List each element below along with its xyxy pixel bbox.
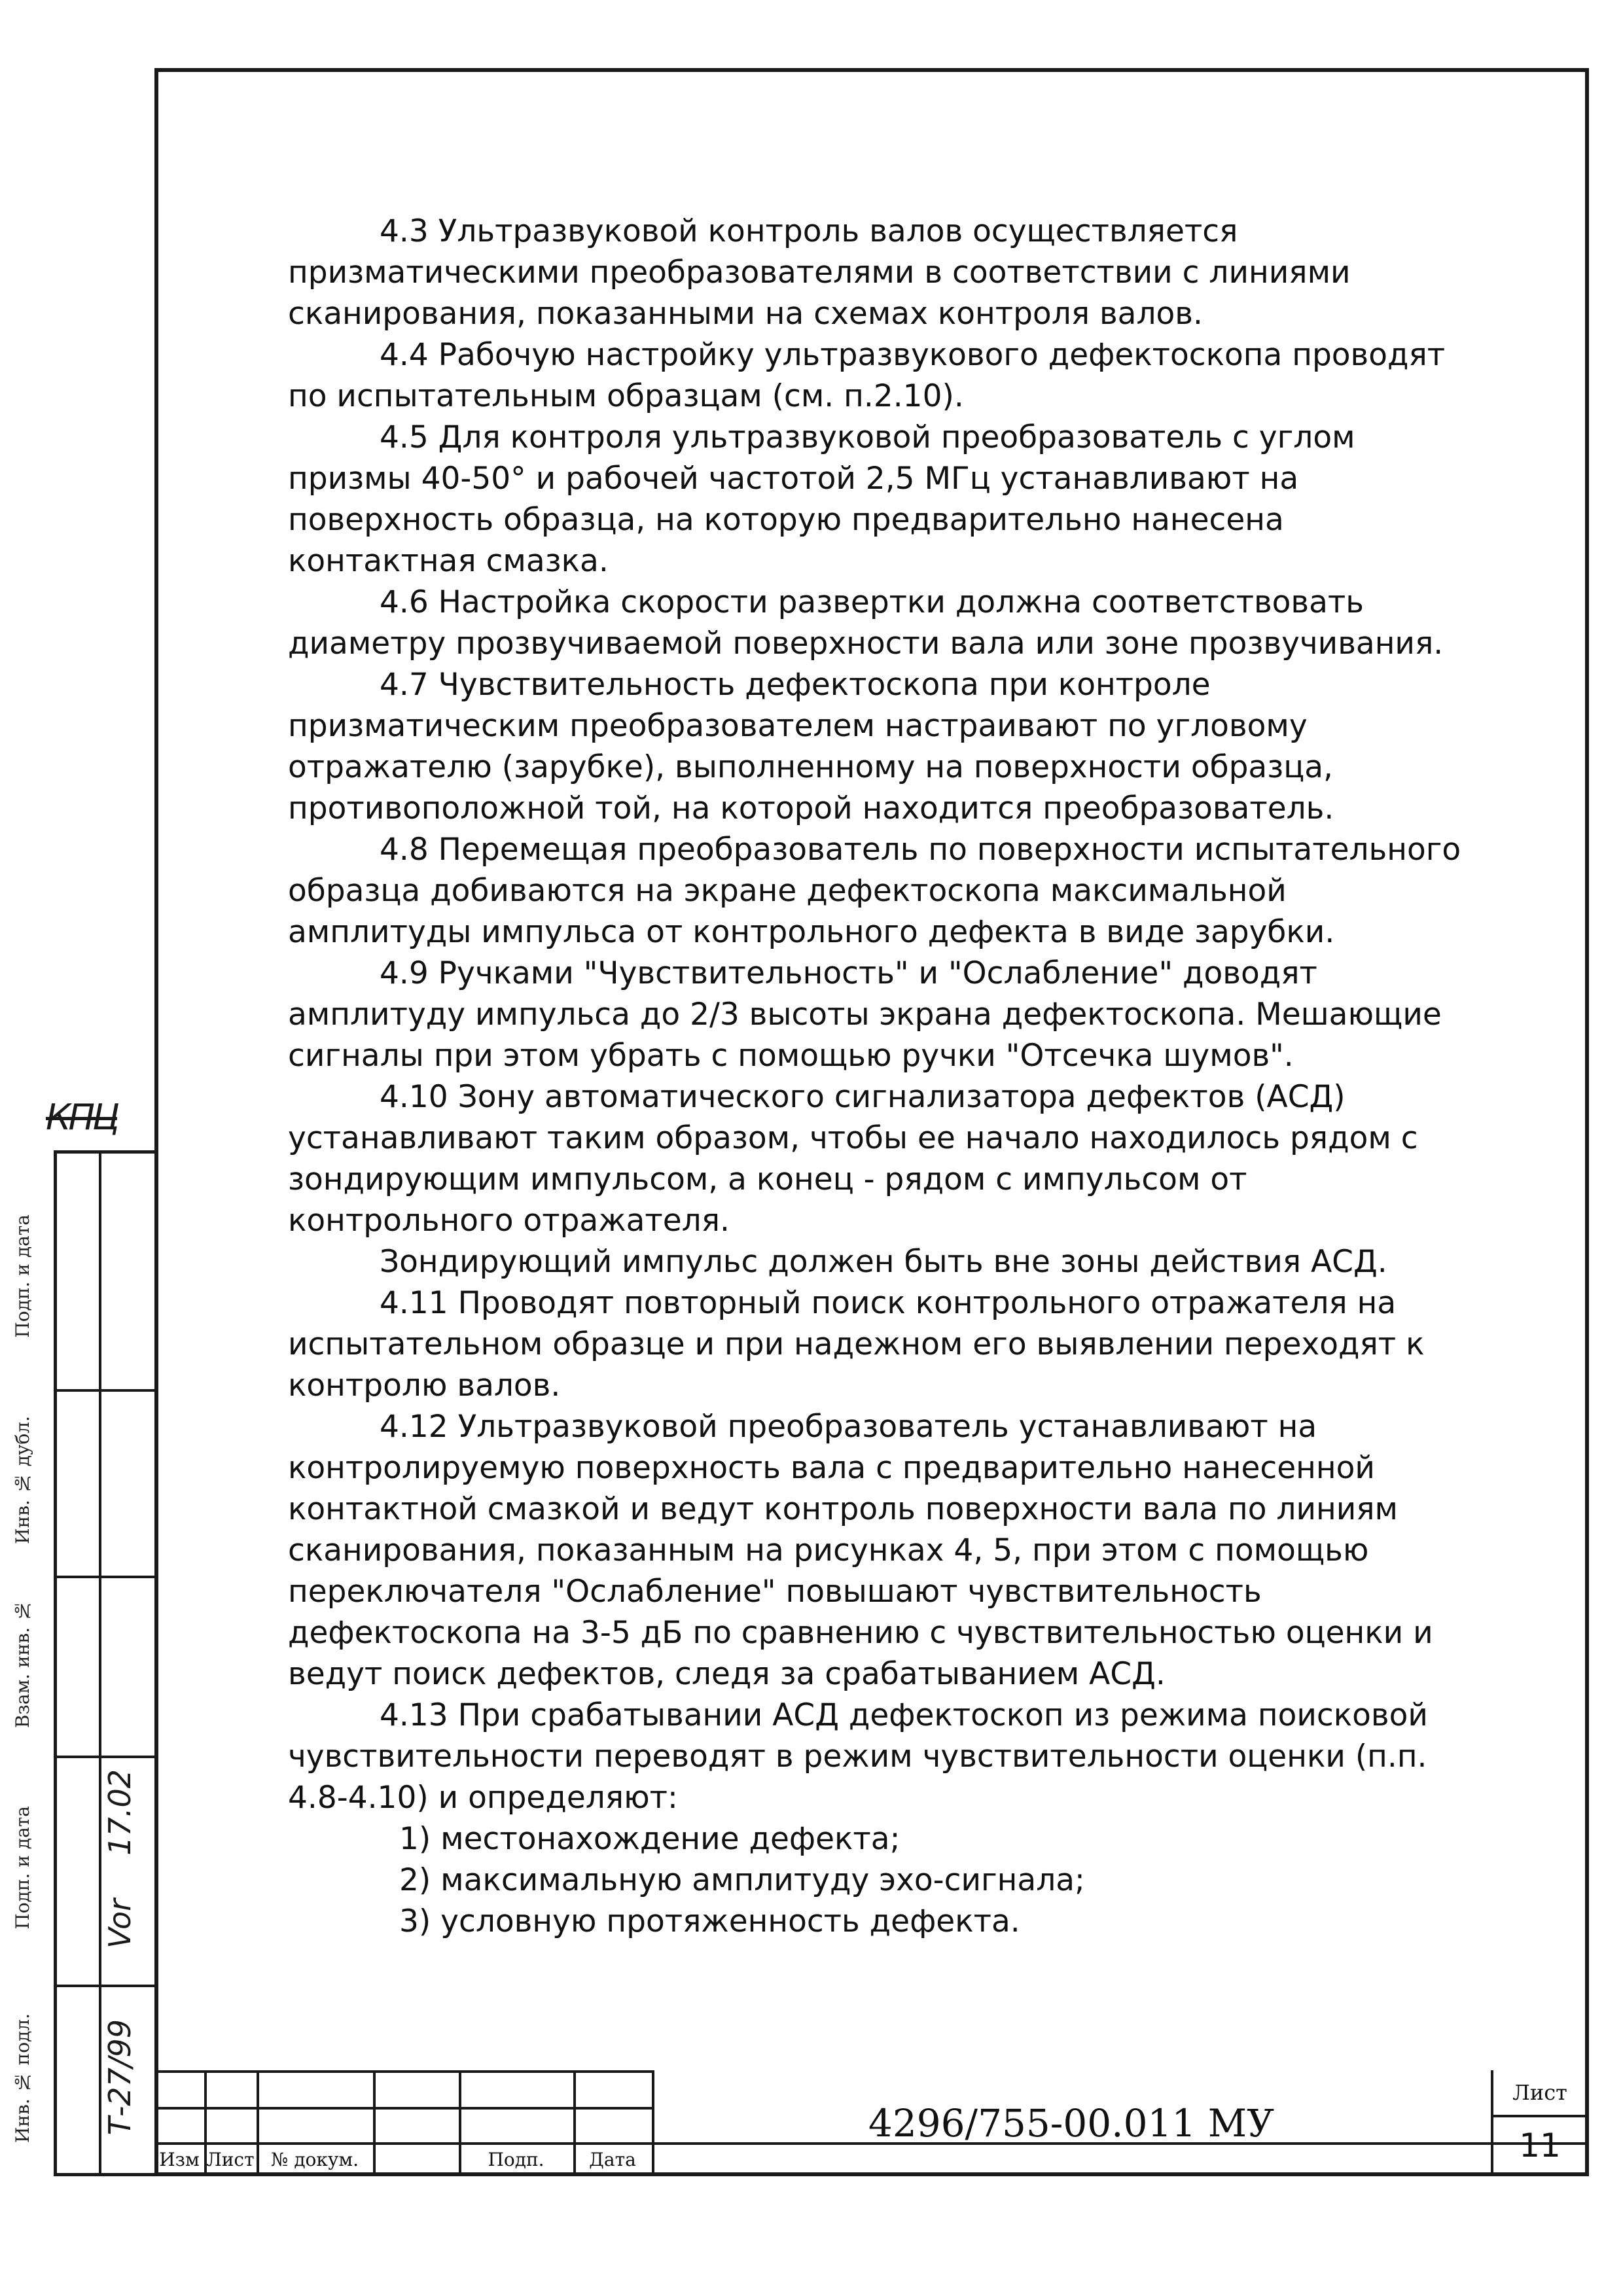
stamp-mark: КПЦ — [46, 1097, 117, 1138]
side-stamp-rule — [57, 1756, 158, 1758]
side-label-vzam-inv: Взам. инв. № — [11, 1599, 33, 1728]
col-list: Лист — [206, 2148, 255, 2170]
paragraph: 4.10 Зону автоматического сигнализатора дефектов (АСД) устанавливают таким образом, чтобы ее начало находилось рядом с зондирующим импульсом, а конец - рядом с импульсом от контрольного отражателя. — [288, 1079, 1418, 1239]
document-designation: 4296/755-00.011 МУ — [868, 2101, 1275, 2146]
paragraph: Зондирующий импульс должен быть вне зоны действия АСД. — [380, 1244, 1387, 1280]
title-block-rule — [154, 2070, 652, 2073]
col-podp: Подп. — [488, 2148, 544, 2170]
col-izm: Изм — [159, 2148, 200, 2170]
handwritten-signature: Vor — [102, 1899, 137, 1949]
sheet-number: 11 — [1519, 2127, 1561, 2164]
paragraph: 4.7 Чувствительность дефектоскопа при контроле призматическим преобразователем настраивают по угловому отражателю (зарубке), выполненному на поверхности образца, противоположной той, на которой находится преобразователь. — [288, 667, 1334, 826]
paragraph: 4.5 Для контроля ультразвуковой преобразователь с углом призмы 40-50° и рабочей частотой 2,5 МГц устанавливают на поверхность образца, на которую предварительно нанесена контактная смазка. — [288, 419, 1355, 579]
side-label-inv-dubl: Инв. № дубл. — [11, 1416, 33, 1544]
title-block-rule — [154, 2107, 652, 2110]
paragraph: 4.3 Ультразвуковой контроль валов осуществляется призматическими преобразователями в соответствии с линиями сканирования, показанными на схемах контроля валов. — [288, 213, 1351, 332]
col-dokum: № докум. — [270, 2148, 359, 2170]
side-label-inv-podl: Инв. № подл. — [11, 2013, 33, 2143]
title-block-rule — [373, 2070, 376, 2176]
paragraph: 4.12 Ультразвуковой преобразователь устанавливают на контролируемую поверхность вала с предварительно нанесенной контактной смазкой и ведут контроль поверхности вала по линиям сканирования, показанным на рисунках 4, 5, при этом с помощью переключателя "Ослабление" повышают чувствительность дефектоскопа на 3-5 дБ по сравнению с чувствительностью оценки и ведут поиск дефектов, следя за срабатыванием АСД. — [288, 1409, 1433, 1692]
handwritten-date: 17.02 — [102, 1769, 137, 1856]
paragraph: 4.6 Настройка скорости развертки должна соответствовать диаметру прозвучиваемой поверхности вала или зоне прозвучивания. — [288, 584, 1444, 662]
side-label-podp-data: Подп. и дата — [11, 1806, 33, 1930]
paragraph: 4.8 Перемещая преобразователь по поверхности испытательного образца добиваются на экране дефектоскопа максимальной амплитуды импульса от контрольного дефекта в виде зарубки. — [288, 832, 1461, 950]
paragraph: 4.11 Проводят повторный поиск контрольного отражателя на испытательном образце и при надежном его выявлении переходят к контролю валов. — [288, 1285, 1425, 1404]
col-data: Дата — [589, 2148, 636, 2170]
list-item: 3) условную протяженность дефекта. — [399, 1903, 1020, 1939]
side-stamp-rule — [57, 1389, 158, 1392]
handwritten-inv-number: Т-27/99 — [102, 2019, 137, 2136]
list-item: 2) максимальную амплитуду эхо-сигнала; — [399, 1862, 1085, 1898]
paragraph: 4.4 Рабочую настройку ультразвукового дефектоскопа проводят по испытательным образцам (см. п.2.10). — [288, 337, 1446, 414]
document-body — [288, 211, 1479, 1942]
list-item: 1) местонахождение дефекта; — [399, 1821, 901, 1857]
title-block — [154, 2070, 1589, 2176]
paragraph: 4.9 Ручками "Чувствительность" и "Ослабление" доводят амплитуду импульса до 2/3 высоты экрана дефектоскопа. Мешающие сигналы при этом убрать с помощью ручки "Отсечка шумов". — [288, 955, 1442, 1074]
side-stamp-rule — [57, 1985, 158, 1987]
side-stamp-rule — [57, 1576, 158, 1578]
side-label-podp-data-top: Подп. и дата — [11, 1214, 33, 1338]
sheet-label: Лист — [1512, 2080, 1567, 2105]
paragraph: 4.13 При срабатывании АСД дефектоскоп из режима поисковой чувствительности переводят в режим чувствительности оценки (п.п. 4.8-4.10) и определяют: — [288, 1697, 1428, 1816]
